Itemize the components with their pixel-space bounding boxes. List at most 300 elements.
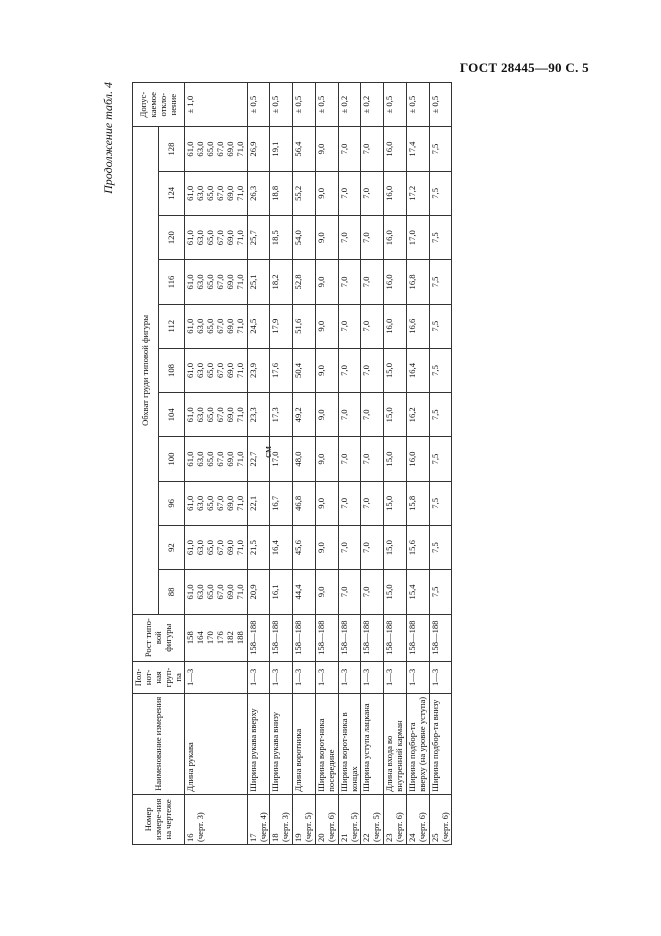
- measurement-value: 61,0: [185, 407, 196, 423]
- measurement-value-cell: [429, 348, 452, 392]
- measurement-value-cell: [384, 171, 407, 215]
- measurement-name: Ширина подбор-та вверху (на уровне уступа): [406, 694, 429, 795]
- measurement-name: Ширина ворот-ника в концах: [338, 694, 361, 795]
- measurement-value: 7,0: [361, 320, 372, 332]
- measurement-value: 61,0: [185, 141, 196, 157]
- measurement-number: 19: [293, 833, 304, 842]
- measurement-value: 15,0: [384, 540, 395, 556]
- measurement-value: 67,0: [215, 274, 225, 290]
- measurement-value: 63,0: [195, 495, 206, 511]
- measurement-value-cell: [338, 481, 361, 525]
- measurement-value: 7,0: [361, 365, 372, 376]
- measurement-value: 63,0: [195, 274, 206, 290]
- measurement-value: 16,6: [406, 318, 417, 334]
- measurement-value-cell: [338, 437, 361, 481]
- drawing-reference: (черт. 3): [280, 812, 291, 842]
- measurement-value-cell: [270, 525, 293, 569]
- measurement-value: 61,0: [185, 274, 196, 290]
- measurement-value-cell: [270, 216, 293, 260]
- measurement-number-cell: [247, 794, 270, 844]
- continuation-label: Продолжение табл. 4: [101, 82, 115, 194]
- measurement-value-cell: [429, 481, 452, 525]
- col-header-height: Рост типо-вой фигуры: [133, 614, 185, 661]
- measurement-value-cell: [429, 304, 452, 348]
- figure-height: 158—188: [406, 620, 417, 655]
- drawing-reference: (черт. 6): [394, 812, 404, 842]
- measurement-value: 7,5: [429, 188, 440, 199]
- measurement-value: 7,0: [338, 497, 349, 509]
- measurement-value-cell: [384, 437, 407, 481]
- measurement-value: 61,0: [185, 540, 196, 556]
- figure-height-cell: [406, 614, 429, 661]
- measurement-value: 16,0: [384, 185, 395, 201]
- measurement-value: 7,0: [361, 276, 372, 288]
- measurement-value: 65,0: [205, 185, 216, 201]
- measurement-name: Длина рукава: [185, 694, 247, 795]
- measurement-value: 15,0: [384, 584, 395, 600]
- measurement-value: 9,0: [315, 232, 326, 244]
- measurement-number: 22: [361, 833, 372, 842]
- measurement-number-cell: [185, 794, 247, 844]
- measurement-value-cell: [361, 216, 384, 260]
- measurement-value: 65,0: [205, 230, 216, 246]
- table-row: [338, 83, 361, 845]
- unit-label: см: [261, 446, 274, 458]
- measurement-value: 55,2: [293, 185, 304, 201]
- table-row: [384, 83, 407, 845]
- measurement-value-cell: [406, 348, 429, 392]
- measurement-value: 16,0: [384, 318, 395, 334]
- tolerance-value: ± 0,5: [270, 83, 293, 127]
- measurement-value: 21,5: [247, 540, 258, 556]
- measurement-value: 26,3: [247, 185, 258, 201]
- chest-size-header: 124: [159, 171, 185, 215]
- measurement-value-cell: [270, 437, 293, 481]
- measurement-name: Ширина подбор-та внизу: [429, 694, 452, 795]
- measurement-value: 69,0: [224, 318, 235, 334]
- measurement-value: 7,5: [429, 143, 440, 155]
- measurement-value: 71,0: [234, 540, 245, 556]
- measurement-value: 26,9: [247, 141, 258, 157]
- measurement-value-cell: [293, 171, 316, 215]
- measurement-value-cell: [315, 525, 338, 569]
- measurement-number-cell: [361, 794, 384, 844]
- measurement-value: 19,1: [270, 141, 281, 157]
- measurement-name: Ширина уступа лацкана: [361, 694, 384, 795]
- measurement-value: 71,0: [234, 584, 245, 600]
- figure-height-cell: [185, 614, 247, 661]
- measurement-value: 17,9: [270, 318, 281, 334]
- measurement-value: 9,0: [315, 453, 326, 465]
- measurement-value: 15,0: [384, 495, 395, 511]
- measurement-value: 71,0: [234, 318, 245, 334]
- measurement-name: Ширина ворот-ника посередине: [315, 694, 338, 795]
- measurement-value-cell: [429, 525, 452, 569]
- measurement-value: 67,0: [215, 185, 225, 201]
- measurement-value: 9,0: [315, 365, 326, 376]
- measurement-value: 15,4: [406, 584, 417, 600]
- measurement-value: 18,2: [270, 274, 281, 290]
- measurement-value: 7,0: [361, 497, 372, 509]
- measurement-value: 67,0: [215, 141, 225, 157]
- drawing-reference: (черт. 5): [303, 812, 313, 842]
- tolerance-value: ± 0,5: [406, 83, 429, 127]
- figure-height-cell: [384, 614, 407, 661]
- measurement-value: 61,0: [185, 495, 196, 511]
- measurement-value: 7,5: [429, 586, 440, 598]
- figure-height-cell: [361, 614, 384, 661]
- figure-height: 158—188: [247, 620, 258, 655]
- measurement-value-cell: [361, 481, 384, 525]
- measurement-value-cell: [247, 393, 270, 437]
- measurement-value: 7,5: [429, 409, 440, 421]
- header-row: [133, 83, 159, 845]
- measurement-value: 15,6: [406, 540, 417, 556]
- measurement-value: 7,5: [429, 276, 440, 288]
- measurement-value-cell: [406, 393, 429, 437]
- measurement-value-cell: [270, 304, 293, 348]
- measurement-value: 69,0: [224, 230, 235, 246]
- measurement-value: 7,0: [338, 409, 349, 421]
- measurement-value: 51,6: [293, 318, 304, 334]
- measurement-value: 65,0: [205, 141, 216, 157]
- measurement-value-cell: [384, 304, 407, 348]
- measurement-value-cell: [361, 393, 384, 437]
- measurement-value: 16,1: [270, 584, 281, 600]
- measurement-value: 63,0: [195, 540, 206, 556]
- measurement-value: 67,0: [215, 230, 225, 246]
- measurement-value: 71,0: [234, 362, 245, 379]
- table-row: [429, 83, 452, 845]
- measurement-value: 61,0: [185, 584, 196, 600]
- measurement-value: 69,0: [224, 185, 235, 201]
- col-header-group: Пол-нот-ная груп-па: [133, 661, 185, 693]
- measurement-value: 15,0: [384, 451, 395, 467]
- chest-size-header: 104: [159, 393, 185, 437]
- measurement-value: 9,0: [315, 320, 326, 332]
- measurement-value-cell: [185, 481, 247, 525]
- measurement-value: 71,0: [234, 274, 245, 290]
- measurement-value-cell: [384, 216, 407, 260]
- table-row: [293, 83, 316, 845]
- measurement-number-cell: [293, 794, 316, 844]
- measurement-value-cell: [384, 260, 407, 304]
- measurement-value: 18,5: [270, 230, 281, 246]
- measurement-value: 67,0: [215, 318, 225, 334]
- measurement-value-cell: [293, 393, 316, 437]
- measurement-number-cell: [429, 794, 452, 844]
- measurement-value: 7,5: [429, 320, 440, 332]
- measurement-value: 63,0: [195, 318, 206, 334]
- measurement-value: 9,0: [315, 586, 326, 598]
- measurement-value: 23,9: [247, 362, 258, 379]
- measurement-value-cell: [185, 171, 247, 215]
- measurement-number: 21: [338, 833, 349, 842]
- measurement-value: 7,0: [338, 143, 349, 155]
- measurement-value: 71,0: [234, 451, 245, 467]
- measurement-value-cell: [293, 525, 316, 569]
- measurement-value-cell: [338, 570, 361, 614]
- measurement-value-cell: [185, 348, 247, 392]
- drawing-reference: (черт. 5): [348, 812, 359, 842]
- figure-height: 158—188: [361, 620, 372, 655]
- measurement-value-cell: [315, 304, 338, 348]
- measurement-value: 65,0: [205, 540, 216, 556]
- measurement-value: 67,0: [215, 495, 225, 511]
- measurement-value-cell: [315, 437, 338, 481]
- measurement-value-cell: [247, 525, 270, 569]
- measurement-value: 9,0: [315, 409, 326, 421]
- measurement-value: 71,0: [234, 185, 245, 201]
- measurement-value: 16,0: [384, 141, 395, 157]
- chest-size-header: 88: [159, 570, 185, 614]
- measurement-value: 7,0: [361, 542, 372, 553]
- measurement-value-cell: [270, 570, 293, 614]
- measurement-value-cell: [315, 348, 338, 392]
- measurement-value: 20,9: [247, 584, 258, 600]
- measurement-value-cell: [429, 216, 452, 260]
- measurement-value: 16,7: [270, 495, 281, 511]
- col-header-name: Наименование измерения: [133, 694, 185, 795]
- measurement-value: 7,0: [338, 320, 349, 332]
- measurement-value: 61,0: [185, 451, 196, 467]
- measurement-value-cell: [247, 260, 270, 304]
- measurement-value-cell: [338, 525, 361, 569]
- measurement-value: 45,6: [293, 540, 304, 556]
- measurement-value-cell: [247, 216, 270, 260]
- fullness-group: 1—3: [429, 661, 452, 693]
- measurement-value-cell: [406, 525, 429, 569]
- figure-height: 164: [195, 631, 206, 645]
- measurement-value: 69,0: [224, 141, 235, 157]
- measurement-value-cell: [429, 437, 452, 481]
- measurement-value-cell: [247, 570, 270, 614]
- measurement-value: 69,0: [224, 451, 235, 467]
- measurement-value-cell: [406, 304, 429, 348]
- measurement-value: 61,0: [185, 185, 196, 201]
- fullness-group: 1—3: [361, 661, 384, 693]
- measurement-value-cell: [185, 393, 247, 437]
- measurement-value-cell: [315, 127, 338, 171]
- measurement-value-cell: [270, 348, 293, 392]
- measurement-value: 7,0: [361, 409, 372, 421]
- measurement-value: 18,8: [270, 185, 281, 201]
- tolerance-value: ± 0,5: [247, 83, 270, 127]
- measurement-value: 7,0: [361, 453, 372, 465]
- measurement-value: 63,0: [195, 362, 206, 379]
- measurement-value: 17,4: [406, 141, 417, 157]
- measurement-value: 71,0: [234, 141, 245, 157]
- measurement-value: 69,0: [224, 407, 235, 423]
- measurement-value-cell: [270, 393, 293, 437]
- table-row: [315, 83, 338, 845]
- measurement-value-cell: [338, 348, 361, 392]
- fullness-group: 1—3: [384, 661, 407, 693]
- measurement-value: 15,0: [384, 407, 395, 423]
- measurement-value-cell: [247, 171, 270, 215]
- measurement-number: 20: [315, 833, 326, 842]
- measurement-value-cell: [429, 260, 452, 304]
- tolerance-value: ± 0,5: [293, 83, 316, 127]
- measurement-value: 7,0: [361, 143, 372, 155]
- drawing-reference: (черт. 6): [439, 812, 450, 842]
- measurement-value-cell: [406, 481, 429, 525]
- measurement-value: 22,7: [247, 451, 258, 467]
- measurement-value: 17,6: [270, 362, 281, 379]
- measurement-value-cell: [406, 570, 429, 614]
- measurement-value-cell: [315, 260, 338, 304]
- drawing-reference: (черт. 6): [416, 812, 427, 842]
- measurement-value-cell: [247, 481, 270, 525]
- measurement-value: 65,0: [205, 274, 216, 290]
- measurement-value: 69,0: [224, 584, 235, 600]
- measurement-value-cell: [270, 171, 293, 215]
- measurement-value-cell: [384, 393, 407, 437]
- measurement-value: 7,0: [338, 276, 349, 288]
- measurement-value-cell: [270, 260, 293, 304]
- measurement-value: 52,8: [293, 274, 304, 290]
- measurement-value: 9,0: [315, 143, 326, 155]
- figure-height: 158—188: [384, 620, 395, 655]
- measurement-value-cell: [361, 260, 384, 304]
- measurement-value-cell: [361, 570, 384, 614]
- measurement-value: 7,0: [361, 232, 372, 244]
- measurement-number: 18: [270, 833, 281, 842]
- measurement-value: 54,0: [293, 230, 304, 246]
- table-row: [270, 83, 293, 845]
- table-body: [185, 83, 452, 845]
- figure-height: 158—188: [338, 620, 349, 655]
- measurement-value: 44,4: [293, 584, 304, 600]
- measurement-value: 9,0: [315, 188, 326, 199]
- figure-height-cell: [247, 614, 270, 661]
- figure-height: 158—188: [429, 620, 440, 655]
- measurement-value: 67,0: [215, 362, 225, 379]
- measurement-value: 16,0: [384, 274, 395, 290]
- tolerance-value: ± 1,0: [185, 83, 247, 127]
- measurement-number-cell: [338, 794, 361, 844]
- measurement-value-cell: [247, 127, 270, 171]
- measurement-value-cell: [293, 304, 316, 348]
- measurement-value-cell: [270, 127, 293, 171]
- figure-height: 188: [234, 631, 245, 645]
- measurement-value: 16,2: [406, 407, 417, 423]
- measurement-value-cell: [293, 348, 316, 392]
- table-row: [247, 83, 270, 845]
- measurement-number: 16: [185, 833, 196, 842]
- figure-height: 158—188: [293, 620, 304, 655]
- measurement-value: 50,4: [293, 362, 304, 379]
- measurement-value-cell: [185, 127, 247, 171]
- measurement-value: 17,3: [270, 407, 281, 423]
- measurement-value: 7,0: [338, 365, 349, 376]
- measurement-value-cell: [384, 570, 407, 614]
- drawing-reference: (черт. 5): [371, 812, 382, 842]
- measurement-value-cell: [429, 393, 452, 437]
- drawing-reference: (черт. 6): [325, 812, 336, 842]
- measurement-value: 65,0: [205, 451, 216, 467]
- measurement-name: Ширина рукава вверху: [247, 694, 270, 795]
- measurement-value-cell: [293, 481, 316, 525]
- measurement-value: 16,0: [384, 230, 395, 246]
- measurement-value-cell: [185, 304, 247, 348]
- measurement-value: 69,0: [224, 495, 235, 511]
- measurement-value-cell: [315, 481, 338, 525]
- measurement-value: 65,0: [205, 362, 216, 379]
- tolerance-value: ± 0,5: [429, 83, 452, 127]
- measurement-value: 48,0: [293, 451, 304, 467]
- measurement-value-cell: [361, 348, 384, 392]
- chest-size-header: 116: [159, 260, 185, 304]
- measurement-value: 61,0: [185, 318, 196, 334]
- tolerance-value: ± 0,2: [361, 83, 384, 127]
- measurement-value: 69,0: [224, 540, 235, 556]
- fullness-group: 1—3: [338, 661, 361, 693]
- measurement-name: Длина воротника: [293, 694, 316, 795]
- measurement-value: 69,0: [224, 362, 235, 379]
- measurement-value: 67,0: [215, 540, 225, 556]
- measurement-value: 7,5: [429, 365, 440, 376]
- chest-size-header: 128: [159, 127, 185, 171]
- measurement-value: 56,4: [293, 141, 304, 157]
- page-header: ГОСТ 28445—90 С. 5: [459, 60, 589, 75]
- fullness-group: 1—3: [247, 661, 270, 693]
- rotated-page-body: [101, 82, 493, 845]
- measurement-value: 7,5: [429, 453, 440, 465]
- measurement-value: 17,2: [406, 185, 417, 201]
- measurement-value: 16,8: [406, 274, 417, 290]
- measurement-value: 71,0: [234, 230, 245, 246]
- measurement-value: 7,0: [361, 586, 372, 598]
- tolerance-value: ± 0,5: [384, 83, 407, 127]
- chest-size-header: 120: [159, 216, 185, 260]
- measurement-value: 7,0: [338, 232, 349, 244]
- measurement-value-cell: [384, 348, 407, 392]
- measurement-value-cell: [293, 127, 316, 171]
- table-row: [185, 83, 247, 845]
- figure-height-cell: [293, 614, 316, 661]
- table-row: [361, 83, 384, 845]
- measurement-value-cell: [338, 171, 361, 215]
- measurement-value-cell: [406, 171, 429, 215]
- measurement-value: 71,0: [234, 407, 245, 423]
- measurement-value: 67,0: [215, 584, 225, 600]
- measurement-value-cell: [429, 171, 452, 215]
- measurement-value-cell: [361, 525, 384, 569]
- measurement-name: Длина входа во внутренний карман: [384, 694, 407, 795]
- measurement-value-cell: [384, 481, 407, 525]
- measurement-value: 63,0: [195, 141, 206, 157]
- measurement-value: 7,0: [338, 586, 349, 598]
- measurement-value: 67,0: [215, 451, 225, 467]
- measurement-value: 65,0: [205, 584, 216, 600]
- measurement-value: 7,5: [429, 232, 440, 244]
- measurement-value: 22,1: [247, 495, 258, 511]
- measurement-value: 7,0: [338, 542, 349, 553]
- chest-size-header: 100: [159, 437, 185, 481]
- fullness-group: 1—3: [185, 661, 247, 693]
- measurement-name: Ширина рукава внизу: [270, 694, 293, 795]
- col-header-chest-group: Обхват груди типовой фигуры: [133, 127, 159, 614]
- chest-size-header: 92: [159, 525, 185, 569]
- measurement-number: 24: [406, 833, 417, 842]
- drawing-reference: (черт. 3): [195, 812, 206, 842]
- measurement-value-cell: [361, 127, 384, 171]
- measurement-value-cell: [293, 216, 316, 260]
- tolerance-value: ± 0,5: [315, 83, 338, 127]
- figure-height-cell: [315, 614, 338, 661]
- measurement-value-cell: [384, 127, 407, 171]
